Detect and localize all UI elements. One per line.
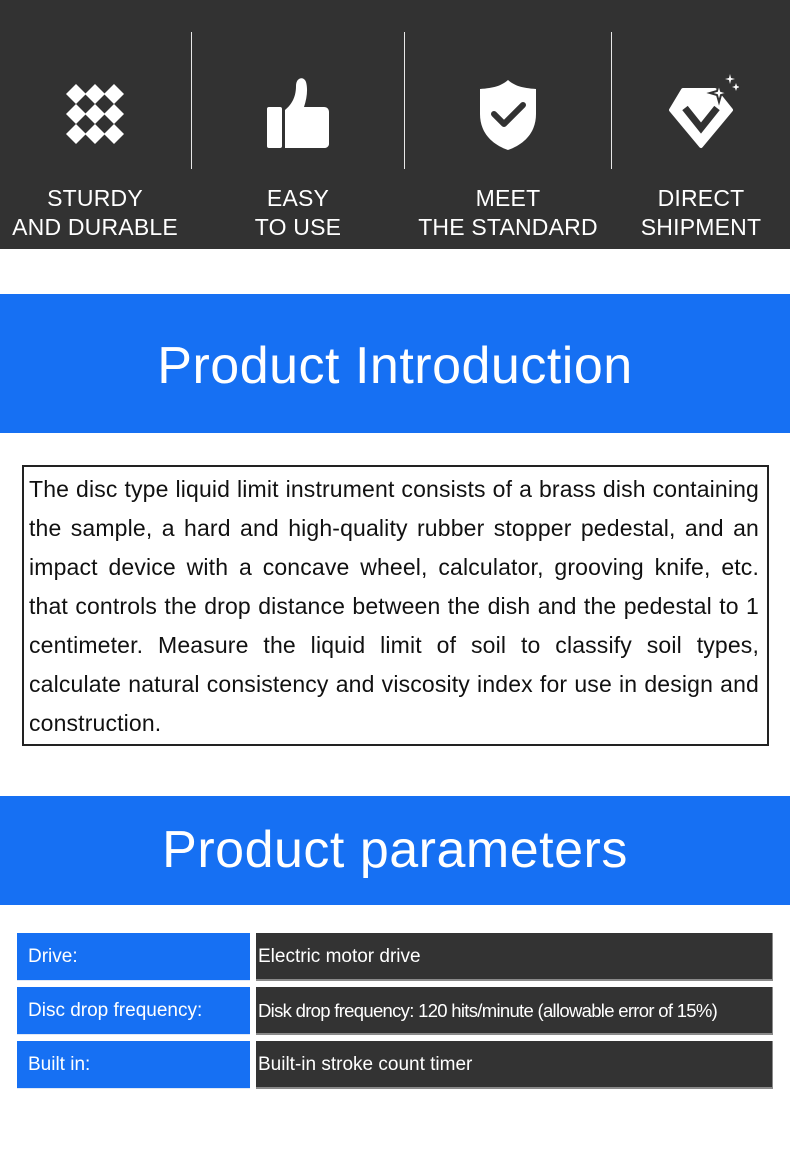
sparkling-gem-icon xyxy=(663,74,739,154)
param-label: Drive: xyxy=(17,933,250,981)
intro-section-header xyxy=(0,294,790,433)
feature-bar xyxy=(0,0,790,249)
feature-label-line1: DIRECT xyxy=(657,185,745,211)
param-value: Built-in stroke count timer xyxy=(256,1041,773,1089)
param-row xyxy=(17,933,773,981)
section-title: Product parameters xyxy=(162,821,628,879)
diamond-grid-icon xyxy=(57,74,133,154)
feature-label-line2: THE STANDARD xyxy=(418,214,598,240)
params-section-header xyxy=(0,796,790,905)
feature-label-line1: EASY xyxy=(266,185,330,211)
feature-label xyxy=(0,184,190,242)
param-value: Electric motor drive xyxy=(256,933,773,981)
param-row xyxy=(17,1041,773,1089)
feature-label-line1: STURDY xyxy=(47,185,143,211)
param-value: Disk drop frequency: 120 hits/minute (allowable error of 15%) xyxy=(256,987,773,1035)
shield-check-icon xyxy=(470,74,546,154)
feature-label-line2: SHIPMENT xyxy=(640,214,762,240)
param-label: Built in: xyxy=(17,1041,250,1089)
feature-label xyxy=(405,184,611,242)
feature-label-line1: MEET xyxy=(475,185,541,211)
param-row xyxy=(17,987,773,1035)
feature-shipment xyxy=(612,0,790,249)
feature-standard xyxy=(405,0,611,249)
feature-sturdy xyxy=(0,0,190,249)
feature-easy xyxy=(192,0,404,249)
thumbs-up-icon xyxy=(260,74,336,154)
feature-label xyxy=(612,184,790,242)
feature-label-line2: AND DURABLE xyxy=(12,214,178,240)
feature-label xyxy=(192,184,404,242)
feature-label-line2: TO USE xyxy=(254,214,342,240)
intro-text-box xyxy=(22,465,769,746)
section-title: Product Introduction xyxy=(157,337,633,395)
param-label: Disc drop frequency: xyxy=(17,987,250,1035)
intro-paragraph: The disc type liquid limit instrument consists of a brass dish containing the sample, a hard and high-quality rubber stopper pedestal, and an impact device with a concave wheel, calculator, grooving knife, etc. that controls the drop distance between the dish and the pedestal to 1 centimeter. Measure the liquid limit of soil to classify soil types, calculate natural consistency and viscosity index for use in design and construction. xyxy=(29,476,759,736)
